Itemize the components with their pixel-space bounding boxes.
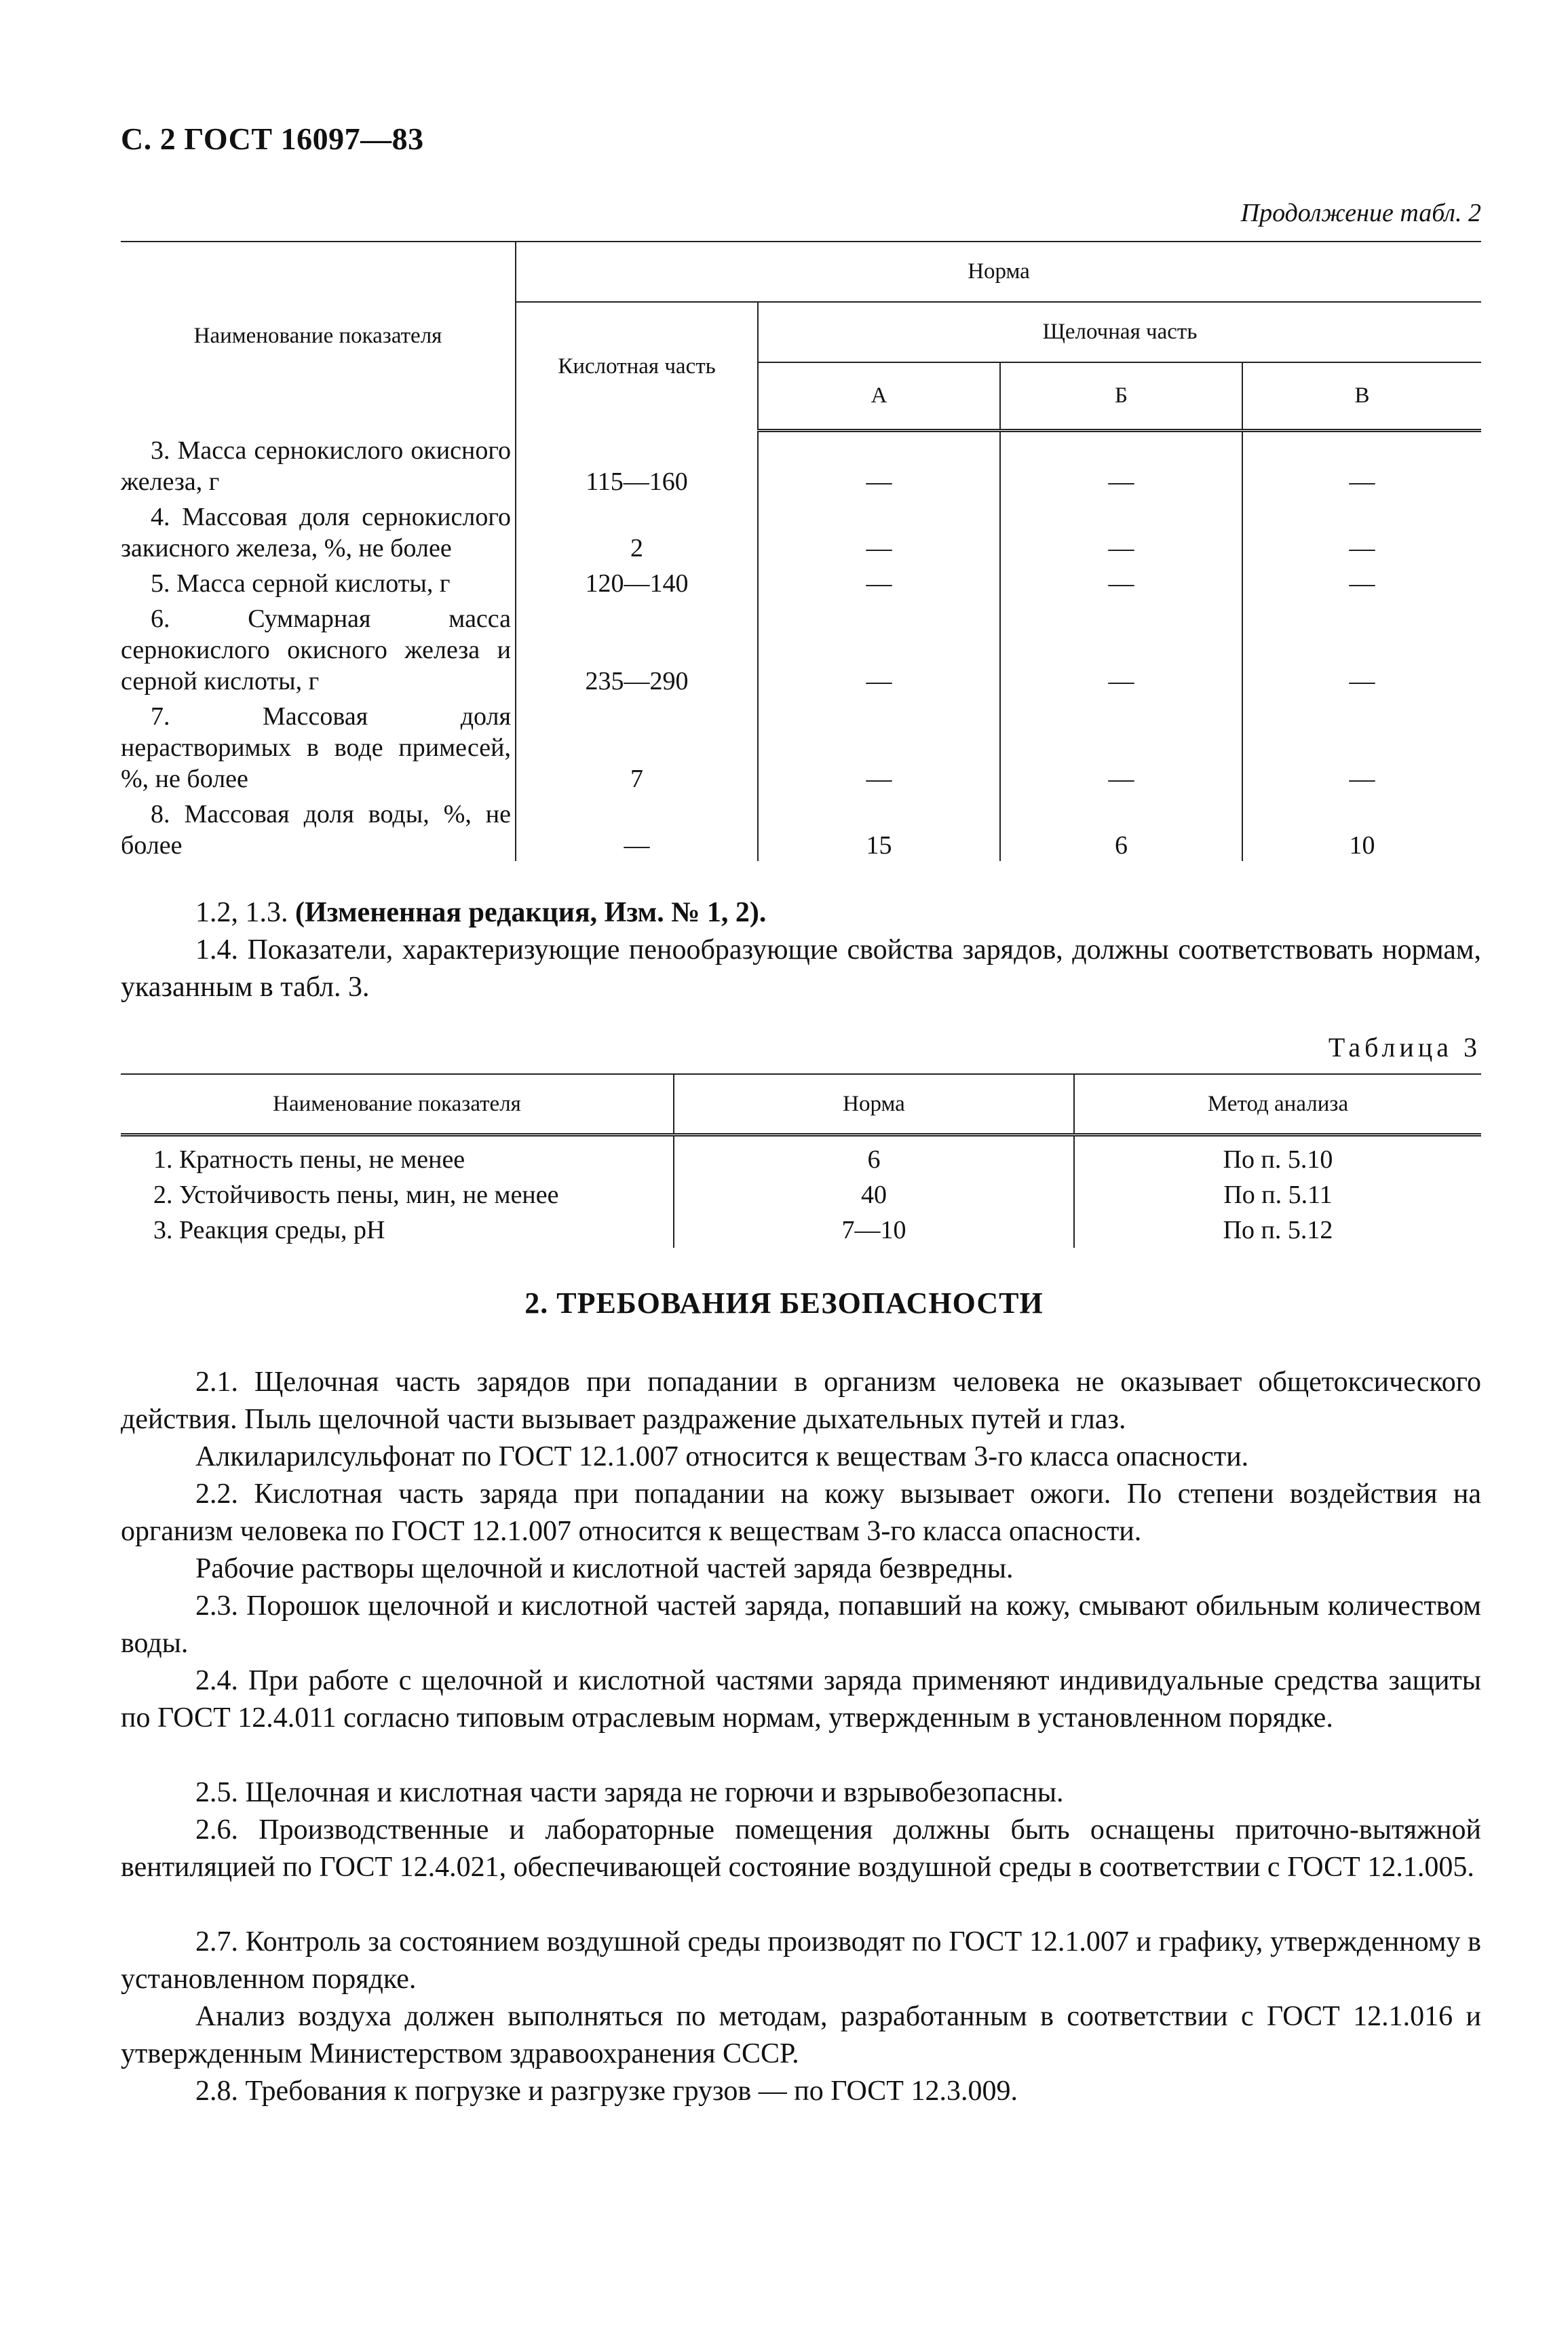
amendment-number: 1.2, 1.3. xyxy=(195,897,288,928)
paragraph-2-5: 2.5. Щелочная и кислотная части заряда не горючи и взрывобезопасны. xyxy=(195,1777,1064,1808)
cell-acid: 235—290 xyxy=(516,599,758,697)
column-header-a: А xyxy=(758,362,1000,431)
row-name: 8. Массовая доля воды, %, не более xyxy=(121,799,511,860)
table-row xyxy=(121,1135,1481,1178)
table-row xyxy=(121,1177,1481,1212)
cell-norm: 40 xyxy=(674,1177,1074,1212)
column-header-v: В xyxy=(1242,362,1481,431)
paragraph-2-7: 2.7. Контроль за состоянием воздушной среды производят по ГОСТ 12.1.007 и графику, утвержденному в установленном порядке. xyxy=(121,1926,1481,1995)
column-header-indicator: Наименование показателя xyxy=(121,1074,674,1135)
cell-a: — xyxy=(758,497,1000,564)
table-row xyxy=(121,1212,1481,1248)
row-name: 6. Суммарная масса сернокислого окисного железа и серной кислоты, г xyxy=(121,604,511,695)
column-header-method: Метод анализа xyxy=(1074,1074,1481,1135)
paragraph-2-1-note: Алкиларилсульфонат по ГОСТ 12.1.007 относится к веществам 3-го класса опасности. xyxy=(195,1441,1249,1472)
column-header-acid-part: Кислотная часть xyxy=(516,302,758,431)
table-continuation-note: Продолжение табл. 2 xyxy=(1240,199,1481,227)
cell-b: — xyxy=(1000,697,1242,795)
amendment-text: (Измененная редакция, Изм. № 1, 2). xyxy=(295,897,767,928)
row-name: 2. Устойчивость пены, мин, не менее xyxy=(153,1181,559,1209)
table-row xyxy=(121,599,1481,697)
column-header-alkali-part: Щелочная часть xyxy=(758,302,1481,362)
column-header-norm: Норма xyxy=(516,242,1481,302)
cell-a: — xyxy=(758,564,1000,599)
column-header-indicator: Наименование показателя xyxy=(121,242,516,431)
row-name: 1. Кратность пены, не менее xyxy=(153,1145,465,1174)
row-name: 3. Масса сернокислого окисного железа, г xyxy=(121,436,511,496)
cell-a: — xyxy=(758,431,1000,497)
cell-acid: — xyxy=(516,795,758,861)
cell-v: — xyxy=(1242,599,1481,697)
table-row xyxy=(121,564,1481,599)
cell-b: — xyxy=(1000,497,1242,564)
cell-method: По п. 5.12 xyxy=(1074,1212,1481,1248)
cell-v: 10 xyxy=(1242,795,1481,861)
row-name: 4. Массовая доля сернокислого закисного железа, %, не более xyxy=(121,502,511,562)
cell-b: 6 xyxy=(1000,795,1242,861)
paragraph-text: 1.4. Показатели, характеризующие пенообразующие свойства зарядов, должны соответствовать нормам, указанным в табл. 3. xyxy=(121,934,1481,1003)
cell-b: — xyxy=(1000,599,1242,697)
paragraph-2-6: 2.6. Производственные и лабораторные помещения должны быть оснащены приточно-вытяжной вентиляцией по ГОСТ 12.4.021, обеспечивающей состояние воздушной среды в соответствии с ГОСТ 12.1.005. xyxy=(121,1814,1481,1883)
table-3 xyxy=(121,1073,1481,1248)
cell-b: — xyxy=(1000,564,1242,599)
cell-method: По п. 5.10 xyxy=(1074,1135,1481,1178)
cell-v: — xyxy=(1242,497,1481,564)
cell-norm: 7—10 xyxy=(674,1212,1074,1248)
paragraph-2-2: 2.2. Кислотная часть заряда при попадании на кожу вызывает ожоги. По степени воздействия на организм человека по ГОСТ 12.1.007 относится к веществам 3-го класса опасности. xyxy=(121,1478,1481,1547)
page-header: С. 2 ГОСТ 16097—83 xyxy=(121,121,424,156)
cell-norm: 6 xyxy=(674,1135,1074,1178)
table-row xyxy=(121,497,1481,564)
column-header-b: Б xyxy=(1000,362,1242,431)
table-row xyxy=(121,697,1481,795)
cell-acid: 120—140 xyxy=(516,564,758,599)
table-row xyxy=(121,795,1481,861)
cell-a: — xyxy=(758,697,1000,795)
row-name: 7. Массовая доля нерастворимых в воде примесей, %, не более xyxy=(121,702,511,793)
cell-acid: 7 xyxy=(516,697,758,795)
cell-a: 15 xyxy=(758,795,1000,861)
table-row xyxy=(121,431,1481,497)
cell-v: — xyxy=(1242,697,1481,795)
amendment-note xyxy=(121,894,1481,932)
paragraph-2-3: 2.3. Порошок щелочной и кислотной частей заряда, попавший на кожу, смывают обильным количеством воды. xyxy=(121,1590,1481,1659)
paragraph-2-8: 2.8. Требования к погрузке и разгрузке грузов — по ГОСТ 12.3.009. xyxy=(195,2076,1018,2107)
cell-v: — xyxy=(1242,431,1481,497)
row-name: 5. Масса серной кислоты, г xyxy=(151,569,451,598)
cell-acid: 115—160 xyxy=(516,431,758,497)
row-name: 3. Реакция среды, pH xyxy=(153,1216,385,1244)
cell-method: По п. 5.11 xyxy=(1074,1177,1481,1212)
cell-v: — xyxy=(1242,564,1481,599)
paragraph-2-7-note: Анализ воздуха должен выполняться по методам, разработанным в соответствии с ГОСТ 12.1.016 и утвержденным Министерством здравоохранения СССР. xyxy=(121,2001,1481,2069)
table-3-caption: Таблица 3 xyxy=(1328,1032,1481,1063)
paragraph-2-4: 2.4. При работе с щелочной и кислотной частями заряда применяют индивидуальные средства защиты по ГОСТ 12.4.011 согласно типовым отраслевым нормам, утвержденным в установленном порядке. xyxy=(121,1665,1481,1734)
column-header-norm: Норма xyxy=(674,1074,1074,1135)
paragraph-1-4 xyxy=(121,932,1481,1006)
cell-b: — xyxy=(1000,431,1242,497)
table-2-continuation xyxy=(121,241,1481,861)
paragraph-2-1: 2.1. Щелочная часть зарядов при попадании в организм человека не оказывает общетоксического действия. Пыль щелочной части вызывает раздражение дыхательных путей и глаз. xyxy=(121,1367,1481,1435)
section-title: 2. ТРЕБОВАНИЯ БЕЗОПАСНОСТИ xyxy=(524,1286,1044,1320)
cell-acid: 2 xyxy=(516,497,758,564)
cell-a: — xyxy=(758,599,1000,697)
paragraph-2-2-note: Рабочие растворы щелочной и кислотной частей заряда безвредны. xyxy=(195,1553,1014,1584)
